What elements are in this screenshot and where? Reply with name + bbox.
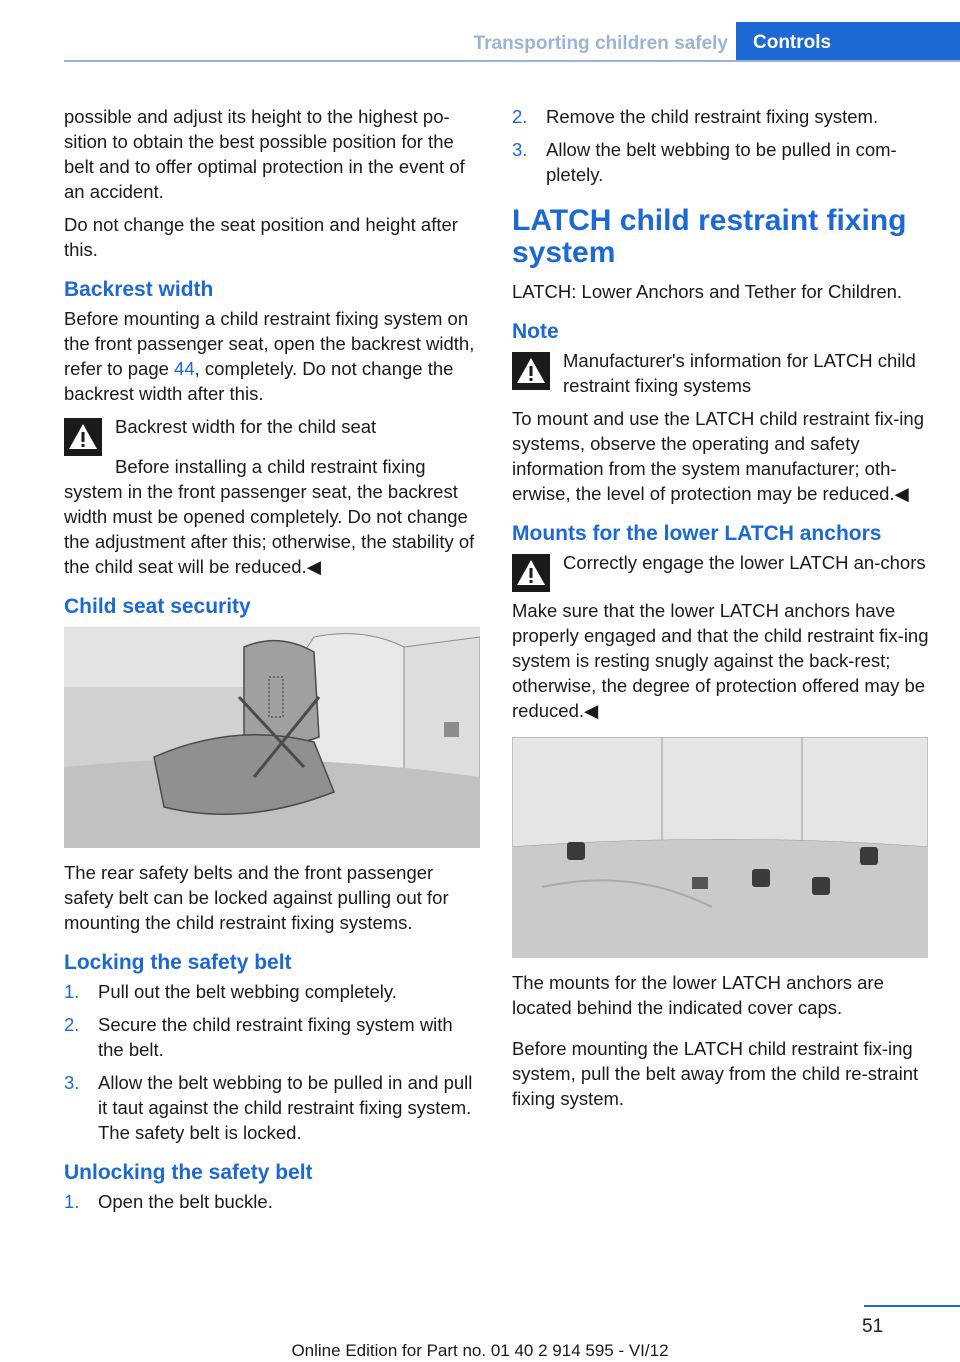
figure-caption: The mounts for the lower LATCH anchors are located behind the indicated cover caps. bbox=[512, 972, 884, 1018]
heading-child-seat-security: Child seat security bbox=[64, 595, 251, 618]
left-column bbox=[64, 104, 482, 1222]
warning-title: Correctly engage the lower LATCH an‐chors bbox=[563, 552, 926, 573]
locking-steps bbox=[64, 979, 482, 1145]
figure-caption: The rear safety belts and the front passenger safety belt can be locked against pulling out for mounting the child restraint fixing systems. bbox=[64, 862, 449, 933]
child-seat-illustration bbox=[64, 627, 480, 848]
paragraph: Do not change the seat position and height after this. bbox=[64, 214, 458, 260]
page-header bbox=[0, 0, 960, 64]
warning-body: Before installing a child restraint fixing system in the front passenger seat, the backrest width must be opened completely. Do not change the adjustment after this; otherwise, the stability of the child seat will be reduced.◀ bbox=[64, 456, 475, 577]
list-item: 2. Remove the child restraint fixing system. bbox=[512, 106, 879, 127]
page-reference-link[interactable]: 44 bbox=[174, 358, 195, 379]
heading-note: Note bbox=[512, 320, 559, 343]
warning-triangle-icon bbox=[512, 352, 550, 390]
online-edition-label: Online Edition for Part no. 01 40 2 914 595 - VI/12 bbox=[291, 1341, 669, 1360]
list-item: 1. Pull out the belt webbing completely. bbox=[64, 981, 397, 1002]
warning-triangle-icon bbox=[512, 554, 550, 592]
list-item: 2. Secure the child restraint fixing system with the belt. bbox=[64, 1014, 453, 1060]
header-rule bbox=[64, 60, 960, 62]
heading-locking: Locking the safety belt bbox=[64, 951, 292, 974]
list-item: 1. Open the belt buckle. bbox=[64, 1191, 273, 1212]
warning-triangle-icon bbox=[64, 418, 102, 456]
footer-rule bbox=[864, 1305, 960, 1307]
latch-anchors-illustration bbox=[512, 737, 928, 958]
heading-mounts: Mounts for the lower LATCH anchors bbox=[512, 522, 882, 545]
latch-definition: LATCH: Lower Anchors and Tether for Children. bbox=[512, 281, 903, 302]
warning-body: Make sure that the lower LATCH anchors have properly engaged and that the child restraint fix‐ing system is resting snugly against the back‐rest; otherwise, the degree of protection offered may be reduced.◀ bbox=[512, 600, 929, 721]
heading-backrest-width: Backrest width bbox=[64, 278, 214, 301]
list-item: 3. Allow the belt webbing to be pulled in and pull it taut against the child restraint fixing system. The safety belt is locked. bbox=[64, 1072, 473, 1143]
section-title: Transporting children safely bbox=[473, 33, 728, 54]
heading-latch: LATCH child restraint fixing system bbox=[512, 204, 907, 269]
warning-title: Backrest width for the child seat bbox=[115, 416, 377, 437]
warning-block bbox=[512, 348, 930, 398]
paragraph: Before mounting the LATCH child restraint fix‐ing system, pull the belt away from the child re‐straint fixing system. bbox=[512, 1038, 919, 1109]
paragraph-backrest: Before mounting a child restraint fixing system on the front passenger seat, open the backrest width, refer to page 44, completely. Do not change the backrest width after this. bbox=[64, 308, 475, 404]
warning-title: Manufacturer's information for LATCH child restraint fixing systems bbox=[563, 350, 916, 396]
paragraph: possible and adjust its height to the highest po‐sition to obtain the best possible position for the belt and to offer optimal protection in the event of an accident. bbox=[64, 106, 465, 202]
chapter-tab: Controls bbox=[736, 22, 960, 62]
list-item: 3. Allow the belt webbing to be pulled in com‐pletely. bbox=[512, 139, 897, 185]
page-number: 51 bbox=[862, 1316, 884, 1337]
warning-body: To mount and use the LATCH child restraint fix‐ing systems, observe the operating and safety information from the system manufacturer; oth‐erwise, the level of protection may be reduced.◀ bbox=[512, 408, 924, 504]
warning-block bbox=[512, 550, 930, 594]
right-column bbox=[512, 104, 930, 1119]
unlocking-steps-continued bbox=[512, 104, 930, 187]
heading-unlocking: Unlocking the safety belt bbox=[64, 1161, 313, 1184]
warning-block bbox=[64, 414, 482, 458]
unlocking-steps bbox=[64, 1189, 482, 1214]
